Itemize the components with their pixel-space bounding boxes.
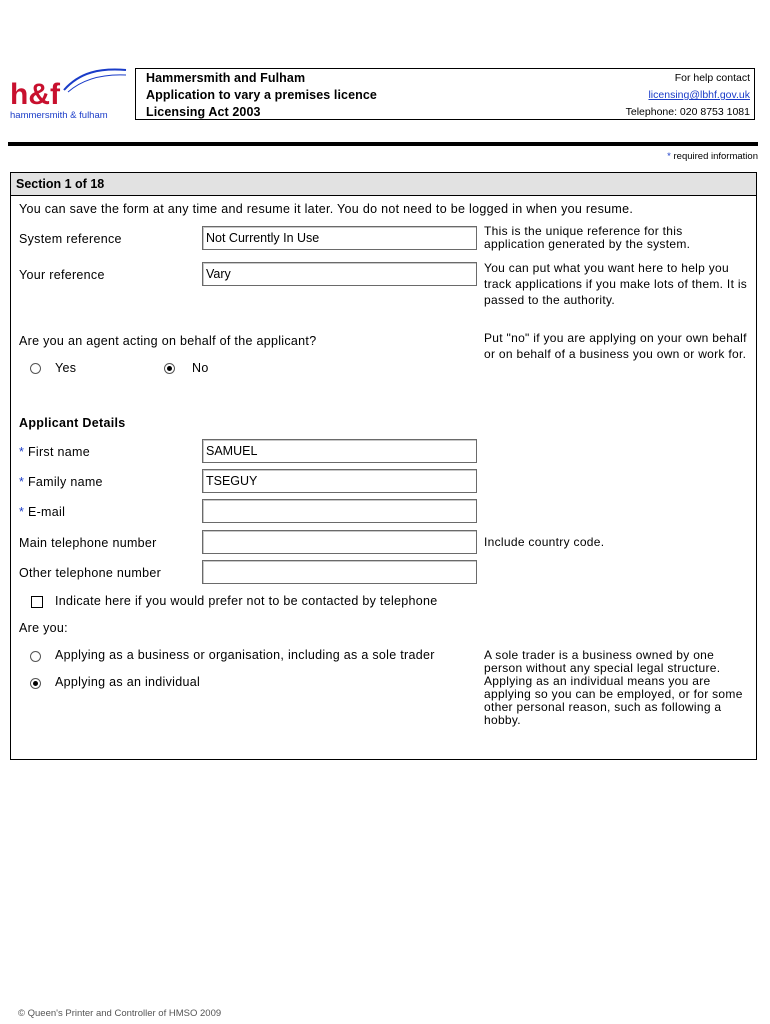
hf-logo bbox=[8, 66, 130, 122]
hf-logo-graphic bbox=[8, 66, 130, 122]
required-marker: * bbox=[19, 475, 25, 489]
main-telephone-label: Main telephone number bbox=[19, 536, 157, 550]
individual-option-label: Applying as an individual bbox=[55, 675, 201, 689]
agent-no-radio[interactable] bbox=[164, 363, 175, 374]
section-title: Section 1 of 18 bbox=[11, 173, 756, 196]
radio-selected-dot bbox=[33, 681, 38, 686]
section-intro: You can save the form at any time and resume it later. You do not need to be logged in when you resume. bbox=[19, 202, 634, 216]
required-marker: * bbox=[19, 445, 25, 459]
system-reference-help: This is the unique reference for this application generated by the system. bbox=[484, 224, 691, 251]
agent-yes-label: Yes bbox=[55, 361, 77, 375]
logo-subtext: hammersmith & fulham bbox=[10, 110, 108, 121]
applicant-details-heading: Applicant Details bbox=[19, 416, 126, 430]
required-star: * bbox=[667, 151, 671, 162]
first-name-label: * First name bbox=[19, 445, 90, 459]
individual-radio[interactable] bbox=[30, 678, 41, 689]
contact-email-link[interactable]: licensing@lbhf.gov.uk bbox=[648, 89, 750, 101]
family-name-label: * Family name bbox=[19, 475, 103, 489]
your-reference-help: You can put what you want here to help you track applications if you make lots of them. It is passed to the authority. bbox=[484, 261, 748, 307]
required-information-note bbox=[667, 151, 758, 162]
form-header bbox=[135, 68, 755, 120]
no-telephone-contact-label: Indicate here if you would prefer not to be contacted by telephone bbox=[55, 594, 438, 608]
required-note-text: required information bbox=[673, 151, 758, 162]
logo-text: h&f bbox=[10, 78, 60, 111]
your-reference-label: Your reference bbox=[19, 268, 105, 282]
main-telephone-help: Include country code. bbox=[484, 535, 605, 549]
main-telephone-input[interactable] bbox=[202, 530, 477, 554]
agent-no-label: No bbox=[192, 361, 209, 375]
council-name: Hammersmith and Fulham bbox=[146, 71, 306, 85]
business-radio[interactable] bbox=[30, 651, 41, 662]
business-option-label: Applying as a business or organisation, including as a sole trader bbox=[55, 648, 435, 662]
no-telephone-contact-checkbox[interactable] bbox=[31, 596, 43, 608]
are-you-label: Are you: bbox=[19, 621, 68, 635]
system-reference-field[interactable]: Not Currently In Use bbox=[202, 226, 477, 250]
form-act: Licensing Act 2003 bbox=[146, 105, 261, 119]
email-label: * E-mail bbox=[19, 505, 66, 519]
radio-selected-dot bbox=[167, 366, 172, 371]
email-input[interactable] bbox=[202, 499, 477, 523]
required-marker: * bbox=[19, 505, 25, 519]
agent-yes-radio[interactable] bbox=[30, 363, 41, 374]
contact-label: For help contact bbox=[674, 72, 750, 84]
agent-question-help: Put "no" if you are applying on your own behalf or on behalf of a business you own or work for. bbox=[484, 331, 747, 361]
agent-question-label: Are you an agent acting on behalf of the applicant? bbox=[19, 334, 317, 348]
header-divider bbox=[8, 142, 758, 146]
section-1 bbox=[10, 172, 757, 760]
copyright-footer: © Queen's Printer and Controller of HMSO 2009 bbox=[18, 1008, 222, 1019]
form-title: Application to vary a premises licence bbox=[146, 88, 377, 102]
are-you-help: A sole trader is a business owned by one person without any special legal structure. Applying as an individual means you are applying so you can be employed, or for some other personal reason, such as following a hobby. bbox=[484, 648, 743, 727]
contact-phone: Telephone: 020 8753 1081 bbox=[625, 106, 750, 118]
system-reference-label: System reference bbox=[19, 232, 122, 246]
first-name-input[interactable]: SAMUEL bbox=[202, 439, 477, 463]
family-name-input[interactable]: TSEGUY bbox=[202, 469, 477, 493]
your-reference-input[interactable]: Vary bbox=[202, 262, 477, 286]
other-telephone-label: Other telephone number bbox=[19, 566, 162, 580]
other-telephone-input[interactable] bbox=[202, 560, 477, 584]
